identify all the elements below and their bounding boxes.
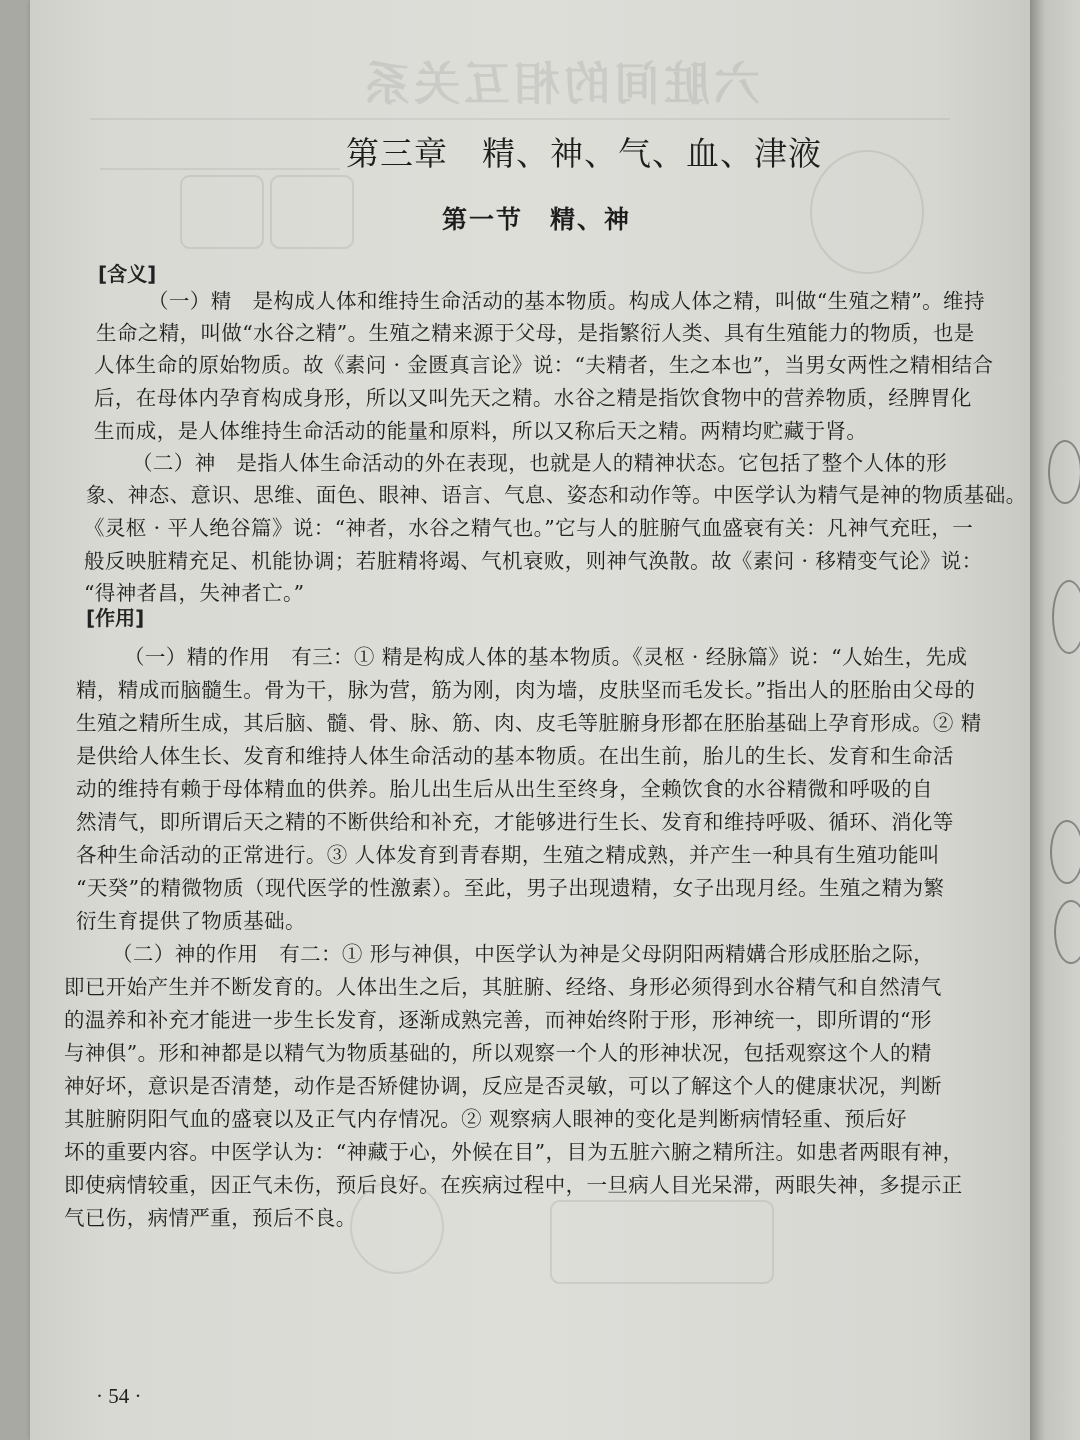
next-page-illustration bbox=[1052, 580, 1080, 654]
text-line: 后，在母体内孕育构成身形，所以又叫先天之精。水谷之精是指饮食物中的营养物质，经脾胃化 bbox=[94, 386, 972, 410]
bleed-through-line bbox=[100, 168, 340, 170]
chapter-title: 第三章 精、神、气、血、津液 bbox=[346, 134, 822, 173]
bleed-through-shape bbox=[180, 175, 264, 249]
text-line: （二）神的作用 有二：① 形与神俱，中医学认为神是父母阴阳两精媾合形成胚胎之际， bbox=[112, 942, 935, 966]
page-number: · 54 · bbox=[96, 1384, 142, 1408]
text-line: 即使病情较重，因正气未伤，预后良好。在疾病过程中，一旦病人目光呆滞，两眼失神，多提示正 bbox=[64, 1173, 963, 1197]
text-line: 是供给人体生长、发育和维持人体生命活动的基本物质。在出生前，胎儿的生长、发育和生命活 bbox=[76, 744, 954, 768]
text-line: 坏的重要内容。中医学认为：“神藏于心，外候在目”，目为五脏六腑之精所注。如患者两眼有神， bbox=[64, 1140, 964, 1164]
bleed-through-line bbox=[90, 118, 950, 120]
text-line: 象、神态、意识、思维、面色、眼神、语言、气息、姿态和动作等。中医学认为精气是神的物质基础。 bbox=[86, 483, 1027, 507]
text-line: 气已伤，病情严重，预后不良。 bbox=[64, 1206, 357, 1230]
next-page-illustration bbox=[1048, 440, 1080, 504]
text-line: 神好坏，意识是否清楚，动作是否矫健协调，反应是否灵敏，可以了解这个人的健康状况，判断 bbox=[64, 1074, 942, 1098]
text-line: 其脏腑阴阳气血的盛衰以及正气内存情况。② 观察病人眼神的变化是判断病情轻重、预后好 bbox=[64, 1107, 907, 1131]
bleed-through-shape bbox=[810, 150, 924, 274]
heading-meaning: [含义] bbox=[98, 262, 157, 286]
text-line: 生而成，是人体维持生命活动的能量和原料，所以又称后天之精。两精均贮藏于肾。 bbox=[94, 419, 868, 443]
text-line: （一）精 是构成人体和维持生命活动的基本物质。构成人体之精，叫做“生殖之精”。维持 bbox=[148, 289, 985, 313]
text-line: 生殖之精所生成，其后脑、髓、骨、脉、筋、肉、皮毛等脏腑身形都在胚胎基础上孕育形成。② 精 bbox=[76, 711, 982, 735]
text-line: 精，精成而脑髓生。骨为干，脉为营，筋为刚，肉为墙，皮肤坚而毛发长。”指出人的胚胎由父母的 bbox=[76, 678, 976, 702]
text-line: （二）神 是指人体生命活动的外在表现，也就是人的精神状态。它包括了整个人体的形 bbox=[132, 451, 948, 475]
book-page bbox=[30, 0, 1030, 1440]
text-line: 衍生育提供了物质基础。 bbox=[76, 909, 306, 933]
next-page-edge bbox=[1030, 0, 1080, 1440]
text-line: “得神者昌，失神者亡。” bbox=[84, 581, 305, 605]
text-line: 与神俱”。形和神都是以精气为物质基础的，所以观察一个人的形神状况，包括观察这个人的精 bbox=[64, 1041, 932, 1065]
text-line: （一）精的作用 有三：① 精是构成人体的基本物质。《灵枢 · 经脉篇》说：“人始生，先成 bbox=[124, 645, 968, 669]
text-line: 人体生命的原始物质。故《素问 · 金匮真言论》说：“夫精者，生之本也”，当男女两性之精相结合 bbox=[94, 353, 994, 377]
text-line: 动的维持有赖于母体精血的供养。胎儿出生后从出生至终身，全赖饮食的水谷精微和呼吸的自 bbox=[76, 777, 933, 801]
section-title: 第一节 精、神 bbox=[442, 205, 632, 234]
text-line: 即已开始产生并不断发育的。人体出生之后，其脏腑、经络、身形必须得到水谷精气和自然清气 bbox=[64, 975, 942, 999]
next-page-illustration bbox=[1054, 900, 1080, 964]
text-line: 然清气，即所谓后天之精的不断供给和补充，才能够进行生长、发育和维持呼吸、循环、消化等 bbox=[76, 810, 954, 834]
text-line: 《灵枢 · 平人绝谷篇》说：“神者，水谷之精气也。”它与人的脏腑气血盛衰有关：凡神气充旺，一 bbox=[84, 516, 974, 540]
bleed-through-shape bbox=[270, 175, 354, 249]
text-line: 生命之精，叫做“水谷之精”。生殖之精来源于父母，是指繁衍人类、具有生殖能力的物质，也是 bbox=[96, 321, 975, 345]
text-line: 般反映脏精充足、机能协调；若脏精将竭、气机衰败，则神气涣散。故《素问 · 移精变气论》说： bbox=[84, 549, 983, 573]
bleed-through-shape bbox=[550, 1200, 774, 1284]
next-page-illustration bbox=[1050, 820, 1080, 884]
bleed-through-text: 六脏间的相互关系 bbox=[360, 57, 760, 111]
heading-function: [作用] bbox=[86, 606, 145, 630]
text-line: 各种生命活动的正常进行。③ 人体发育到青春期，生殖之精成熟，并产生一种具有生殖功能叫 bbox=[76, 843, 940, 867]
text-line: 的温养和补充才能进一步生长发育，逐渐成熟完善，而神始终附于形，形神统一，即所谓的“形 bbox=[64, 1008, 932, 1032]
text-line: “天癸”的精微物质（现代医学的性激素）。至此，男子出现遗精，女子出现月经。生殖之精为繁 bbox=[76, 876, 945, 900]
